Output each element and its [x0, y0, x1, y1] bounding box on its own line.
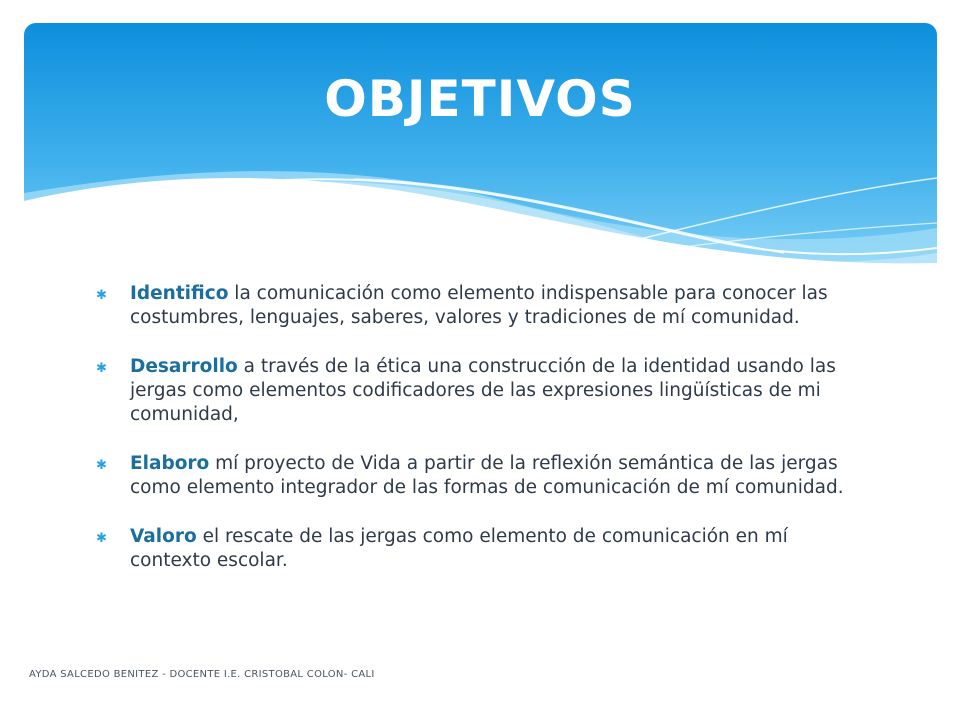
objective-item	[96, 355, 856, 427]
objective-text	[130, 453, 844, 498]
asterisk-icon: ✱	[96, 457, 107, 472]
objective-body: el rescate de las jergas como elemento de comunicación en mí contexto escolar.	[130, 526, 788, 571]
objective-body: mí proyecto de Vida a partir de la reflexión semántica de las jergas como elemento integrador de las formas de comunicación de mí comunidad.	[130, 453, 844, 498]
objective-text	[130, 526, 788, 571]
objective-item	[96, 525, 856, 573]
objective-lead: Elaboro	[130, 453, 210, 474]
objectives-list	[96, 282, 856, 598]
objective-lead: Identifico	[130, 283, 229, 304]
objective-text	[130, 356, 836, 425]
objective-body: la comunicación como elemento indispensable para conocer las costumbres, lenguajes, saberes, valores y tradiciones de mí comunidad.	[130, 283, 828, 328]
asterisk-icon: ✱	[96, 360, 107, 375]
asterisk-icon: ✱	[96, 287, 107, 302]
objective-item	[96, 452, 856, 500]
objective-item	[96, 282, 856, 330]
objective-lead: Valoro	[130, 526, 197, 547]
header-banner	[24, 23, 937, 273]
objective-lead: Desarrollo	[130, 356, 238, 377]
footer-credit: AYDA SALCEDO BENITEZ - DOCENTE I.E. CRISTOBAL COLON- CALI	[29, 669, 375, 680]
header-wave-graphic	[24, 23, 937, 273]
asterisk-icon: ✱	[96, 530, 107, 545]
objective-body: a través de la ética una construcción de la identidad usando las jergas como elementos codificadores de las expresiones lingüísticas de mi comunidad,	[130, 356, 836, 425]
slide-title: OBJETIVOS	[324, 70, 636, 128]
objective-text	[130, 283, 828, 328]
